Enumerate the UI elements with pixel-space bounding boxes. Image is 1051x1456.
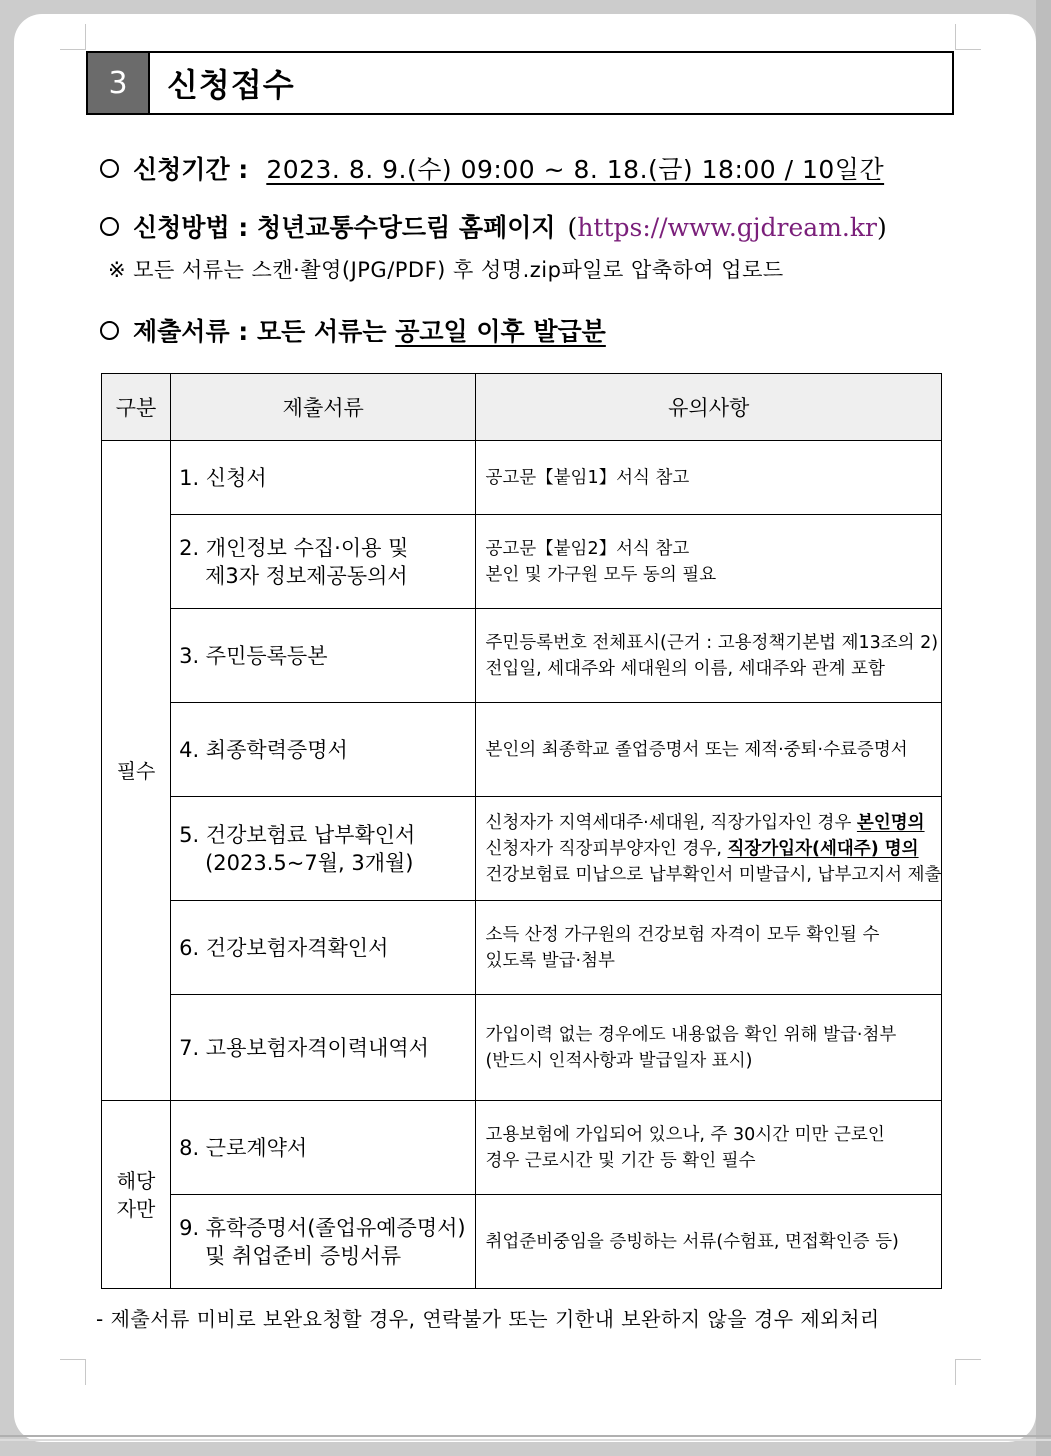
note-cell: 신청자가 지역세대주·세대원, 직장가입자인 경우 본인명의 신청자가 직장피부양자인 경우, 직장가입자(세대주) 명의 건강보험료 미납으로 납부확인서 미발급시, 납부고지서 제출 xyxy=(476,797,942,901)
header-document: 제출서류 xyxy=(171,374,476,441)
margin-mark-top-left xyxy=(60,24,86,50)
circle-bullet-icon xyxy=(100,217,119,236)
upload-note: ※ 모든 서류는 스캔·촬영(JPG/PDF) 후 성명.zip파일로 압축하여 업로드 xyxy=(108,258,784,282)
period-label: 신청기간 : xyxy=(133,155,249,184)
table-row xyxy=(102,995,942,1101)
page-separator xyxy=(0,1439,1051,1441)
period-value: 2023. 8. 9.(수) 09:00 ~ 8. 18.(금) 18:00 / 10일간 xyxy=(266,155,885,184)
window-edge xyxy=(1036,0,1051,1456)
document-cell: 2. 개인정보 수집·이용 및 제3자 정보제공동의서 xyxy=(171,515,476,609)
section-header xyxy=(86,51,954,115)
document-cell: 5. 건강보험료 납부확인서 (2023.5~7월, 3개월) xyxy=(171,797,476,901)
page-separator xyxy=(0,1435,1051,1437)
method-value: 청년교통수당드림 홈페이지 xyxy=(257,213,556,242)
submission-documents xyxy=(100,312,606,348)
header-category: 구분 xyxy=(102,374,171,441)
note-cell: 공고문【붙임2】서식 참고 본인 및 가구원 모두 동의 필요 xyxy=(476,515,942,609)
note-cell: 가입이력 없는 경우에도 내용없음 확인 위해 발급·첨부 (반드시 인적사항과 발급일자 표시) xyxy=(476,995,942,1101)
emphasis-self-name: 본인명의 xyxy=(856,812,925,833)
documents-underlined: 공고일 이후 발급분 xyxy=(395,317,606,346)
table-header-row xyxy=(102,374,942,441)
emphasis-employee-name: 직장가입자(세대주) 명의 xyxy=(727,838,919,859)
documents-prefix: 모든 서류는 xyxy=(257,317,387,346)
margin-mark-bottom-left xyxy=(60,1359,86,1385)
header-notes: 유의사항 xyxy=(476,374,942,441)
document-cell: 9. 휴학증명서(졸업유예증명서) 및 취업준비 증빙서류 xyxy=(171,1195,476,1289)
application-period xyxy=(100,150,884,186)
circle-bullet-icon xyxy=(100,159,119,178)
table-row xyxy=(102,1101,942,1195)
paren-close: ) xyxy=(876,213,887,242)
table-row xyxy=(102,1195,942,1289)
note-cell: 본인의 최종학교 졸업증명서 또는 제적·중퇴·수료증명서 xyxy=(476,703,942,797)
note-cell: 고용보험에 가입되어 있으나, 주 30시간 미만 근로인 경우 근로시간 및 기간 등 확인 필수 xyxy=(476,1101,942,1195)
note-cell: 소득 산정 가구원의 건강보험 자격이 모두 확인될 수 있도록 발급·첨부 xyxy=(476,901,942,995)
table-row xyxy=(102,797,942,901)
table-row xyxy=(102,609,942,703)
document-cell: 1. 신청서 xyxy=(171,441,476,515)
document-cell: 8. 근로계약서 xyxy=(171,1101,476,1195)
document-cell: 6. 건강보험자격확인서 xyxy=(171,901,476,995)
application-method xyxy=(100,208,887,244)
table-row xyxy=(102,441,942,515)
section-title: 신청접수 xyxy=(167,66,295,104)
table-row xyxy=(102,703,942,797)
circle-bullet-icon xyxy=(100,321,119,340)
footnote: - 제출서류 미비로 보완요청할 경우, 연락불가 또는 기한내 보완하지 않을 경우 제외처리 xyxy=(96,1307,880,1331)
margin-mark-top-right xyxy=(955,24,981,50)
document-cell: 7. 고용보험자격이력내역서 xyxy=(171,995,476,1101)
section-number: 3 xyxy=(88,53,150,113)
note-cell: 취업준비중임을 증빙하는 서류(수험표, 면접확인증 등) xyxy=(476,1195,942,1289)
paren-open: ( xyxy=(567,213,578,242)
note-cell: 주민등록번호 전체표시(근거 : 고용정책기본법 제13조의 2) 전입일, 세대주와 세대원의 이름, 세대주와 관계 포함 xyxy=(476,609,942,703)
method-label: 신청방법 : xyxy=(133,213,249,242)
document-cell: 3. 주민등록등본 xyxy=(171,609,476,703)
document-cell: 4. 최종학력증명서 xyxy=(171,703,476,797)
table-row xyxy=(102,515,942,609)
margin-mark-bottom-right xyxy=(955,1359,981,1385)
website-link[interactable]: https://www.gjdream.kr xyxy=(577,213,877,242)
table-row xyxy=(102,901,942,995)
category-required: 필수 xyxy=(102,441,171,1101)
documents-label: 제출서류 : xyxy=(133,317,249,346)
documents-table xyxy=(101,373,942,1289)
note-cell: 공고문【붙임1】서식 참고 xyxy=(476,441,942,515)
category-applicable: 해당 자만 xyxy=(102,1101,171,1289)
